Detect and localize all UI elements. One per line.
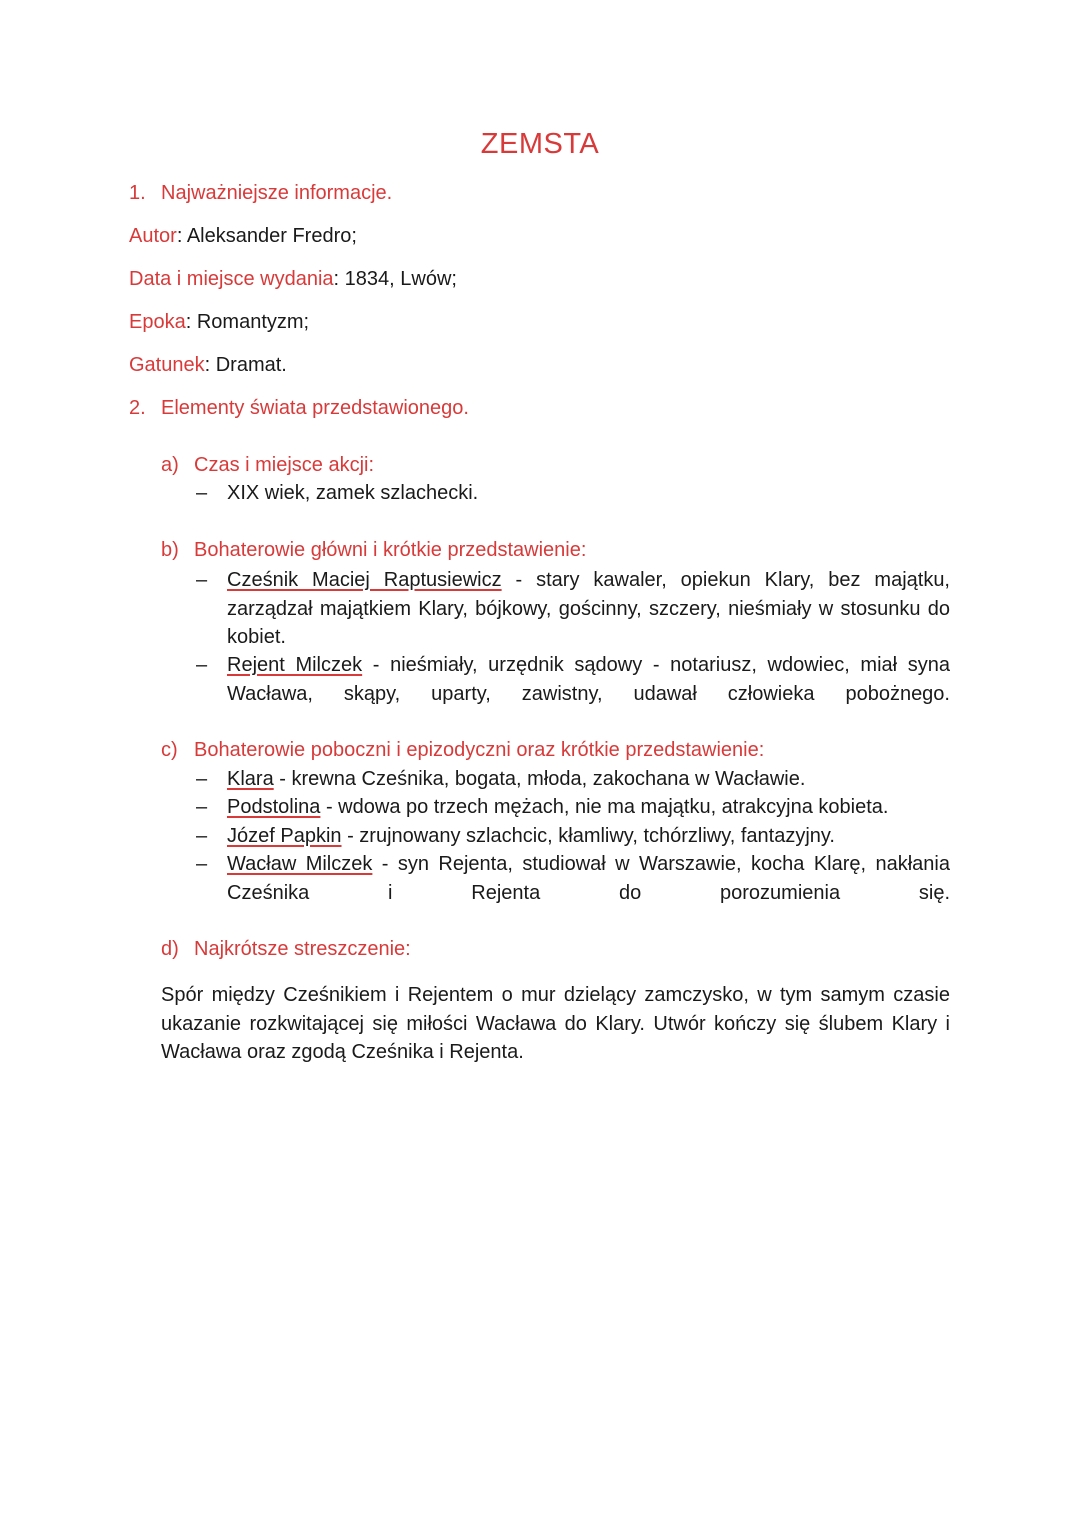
list-dash: – xyxy=(196,796,208,818)
character-name: Rejent Milczek xyxy=(227,654,363,676)
character-name: Cześnik Maciej Raptusiewicz xyxy=(227,569,502,591)
list-item xyxy=(227,651,950,708)
list-item xyxy=(227,822,950,851)
list-dash: – xyxy=(196,825,208,847)
list-dash: – xyxy=(196,768,208,790)
subsection-c-heading: c) Bohaterowie poboczni i epizodyczni oraz krótkie przedstawienie: xyxy=(161,739,765,761)
info-label: Autor xyxy=(129,225,177,247)
character-description: - syn Rejenta, studiował w Warszawie, kocha Klarę, nakłania Cześnika i Rejenta do porozumienia się. xyxy=(227,853,950,904)
list-dash: – xyxy=(196,482,208,504)
list-dash: – xyxy=(196,654,208,676)
info-label: Gatunek xyxy=(129,354,205,376)
info-row-epoch: Epoka: Romantyzm; xyxy=(129,311,310,333)
section-2-heading xyxy=(129,397,469,420)
subsection-b-heading: b) Bohaterowie główni i krótkie przedstawienie: xyxy=(161,539,587,561)
info-value: Romantyzm; xyxy=(196,311,310,333)
document-title: ZEMSTA xyxy=(480,128,600,160)
info-value: 1834, Lwów; xyxy=(344,268,457,290)
character-description: - nieśmiały, urzędnik sądowy - notariusz, wdowiec, miał syna Wacława, skąpy, uparty, zawistny, udawał człowieka pobożnego. xyxy=(227,654,950,705)
summary-paragraph: Spór między Cześnikiem i Rejentem o mur dzielący zamczysko, w tym samym czasie ukazanie rozkwitającej się miłości Wacława do Klary. Utwór kończy się ślubem Klary i Wacława oraz zgodą Cześnika i Rejenta. xyxy=(161,984,950,1063)
info-row-genre: Gatunek: Dramat. xyxy=(129,354,287,376)
section-1-heading xyxy=(129,182,392,205)
list-dash: – xyxy=(196,569,208,591)
character-description: - wdowa po trzech mężach, nie ma majątku, atrakcyjna kobieta. xyxy=(320,796,889,818)
subsection-a-heading: a) Czas i miejsce akcji: xyxy=(161,454,375,476)
list-item xyxy=(227,765,950,794)
character-name: Podstolina xyxy=(227,796,321,818)
section-1-number: 1. xyxy=(129,182,146,204)
info-label: Data i miejsce wydania xyxy=(129,268,334,290)
list-item xyxy=(227,566,950,652)
subsection-d-heading: d) Najkrótsze streszczenie: xyxy=(161,938,411,960)
info-row-publication: Data i miejsce wydania: 1834, Lwów; xyxy=(129,268,457,290)
list-item xyxy=(227,850,950,907)
character-description: - krewna Cześnika, bogata, młoda, zakochana w Wacławie. xyxy=(273,768,806,790)
info-value: Aleksander Fredro; xyxy=(186,225,357,247)
character-description: - zrujnowany szlachcic, kłamliwy, tchórzliwy, fantazyjny. xyxy=(341,825,835,847)
info-row-author: Autor: Aleksander Fredro; xyxy=(129,225,357,247)
section-2-number: 2. xyxy=(129,397,146,419)
character-description: - stary kawaler, opiekun Klary, bez majątku, zarządzał majątkiem Klary, bójkowy, gościnny, szczery, nieśmiały w stosunku do kobiet. xyxy=(227,569,950,648)
section-2-title: Elementy świata przedstawionego. xyxy=(161,397,469,419)
list-item xyxy=(227,793,950,822)
character-name: Józef Papkin xyxy=(227,825,342,847)
character-name: Wacław Milczek xyxy=(227,853,373,875)
info-label: Epoka xyxy=(129,311,186,333)
list-dash: – xyxy=(196,853,208,875)
list-item: XIX wiek, zamek szlachecki. xyxy=(227,482,479,504)
info-value: Dramat. xyxy=(215,354,287,376)
character-name: Klara xyxy=(227,768,274,790)
section-1-title: Najważniejsze informacje. xyxy=(161,182,393,204)
